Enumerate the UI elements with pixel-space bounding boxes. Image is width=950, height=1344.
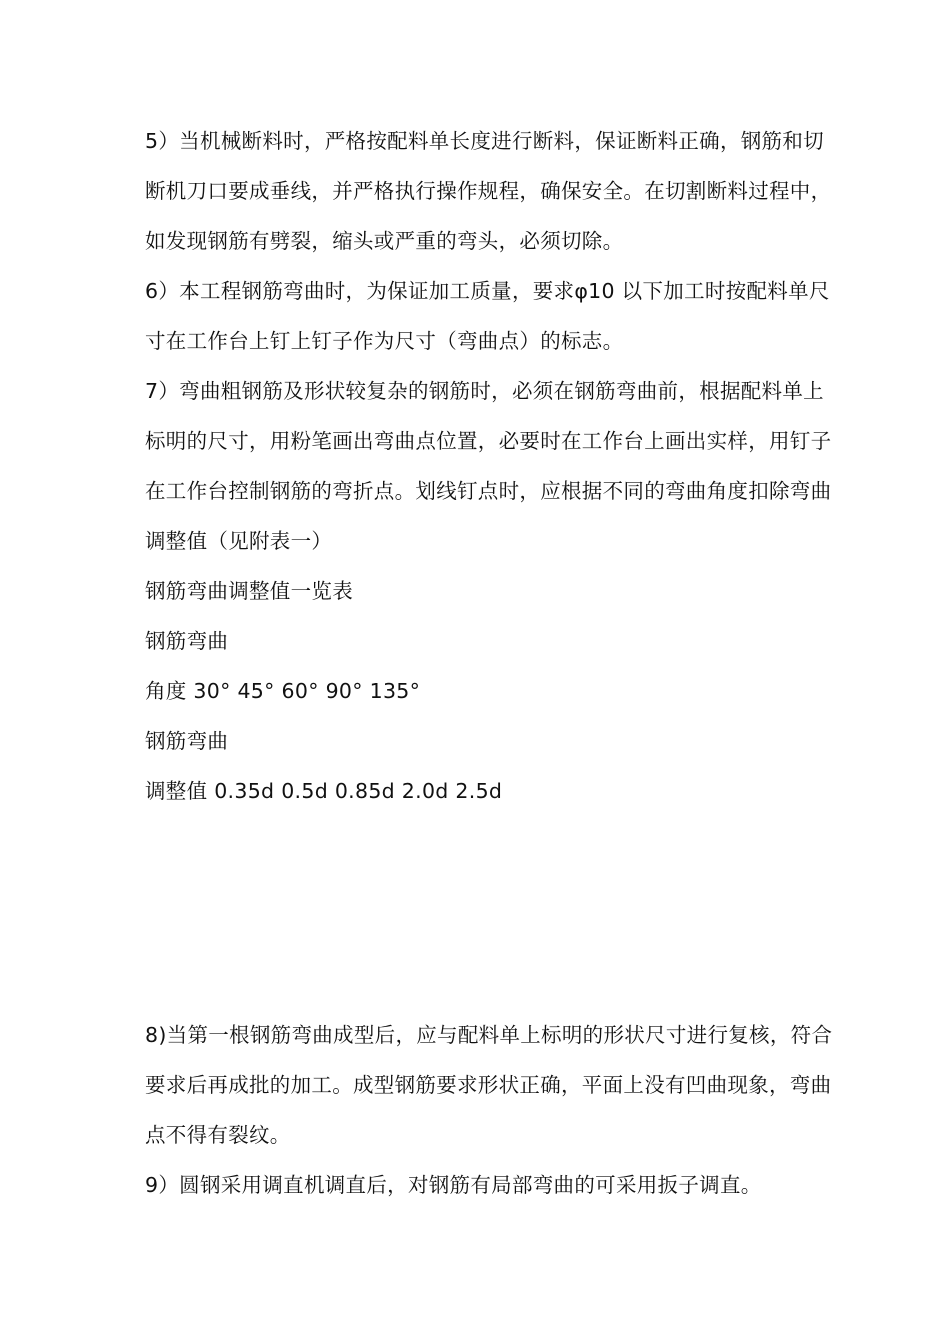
paragraph-9: 9）圆钢采用调直机调直后，对钢筋有局部弯曲的可采用扳子调直。 [145, 1173, 762, 1197]
lower-text-block [145, 1010, 835, 1210]
table-row2-label: 钢筋弯曲 [145, 729, 229, 753]
paragraph-6: 6）本工程钢筋弯曲时，为保证加工质量，要求φ10 以下加工时按配料单尺寸在工作台上钉上钉子作为尺寸（弯曲点）的标志。 [145, 279, 830, 353]
upper-text-block [145, 116, 835, 816]
table-row2-values: 调整值 0.35d 0.5d 0.85d 2.0d 2.5d [145, 779, 503, 803]
paragraph-8: 8)当第一根钢筋弯曲成型后，应与配料单上标明的形状尺寸进行复核，符合要求后再成批的加工。成型钢筋要求形状正确，平面上没有凹曲现象，弯曲点不得有裂纹。 [145, 1023, 833, 1147]
table-row1-values: 角度 30° 45° 60° 90° 135° [145, 679, 421, 703]
table-title: 钢筋弯曲调整值一览表 [145, 579, 353, 603]
table-row1-label: 钢筋弯曲 [145, 629, 229, 653]
paragraph-7: 7）弯曲粗钢筋及形状较复杂的钢筋时，必须在钢筋弯曲前，根据配料单上标明的尺寸，用粉笔画出弯曲点位置，必要时在工作台上画出实样，用钉子在工作台控制钢筋的弯折点。划线钉点时，应根据不同的弯曲角度扣除弯曲调整值（见附表一） [145, 379, 832, 553]
paragraph-5: 5）当机械断料时，严格按配料单长度进行断料，保证断料正确，钢筋和切断机刀口要成垂线，并严格执行操作规程，确保安全。在切割断料过程中，如发现钢筋有劈裂，缩头或严重的弯头，必须切除。 [145, 129, 832, 253]
